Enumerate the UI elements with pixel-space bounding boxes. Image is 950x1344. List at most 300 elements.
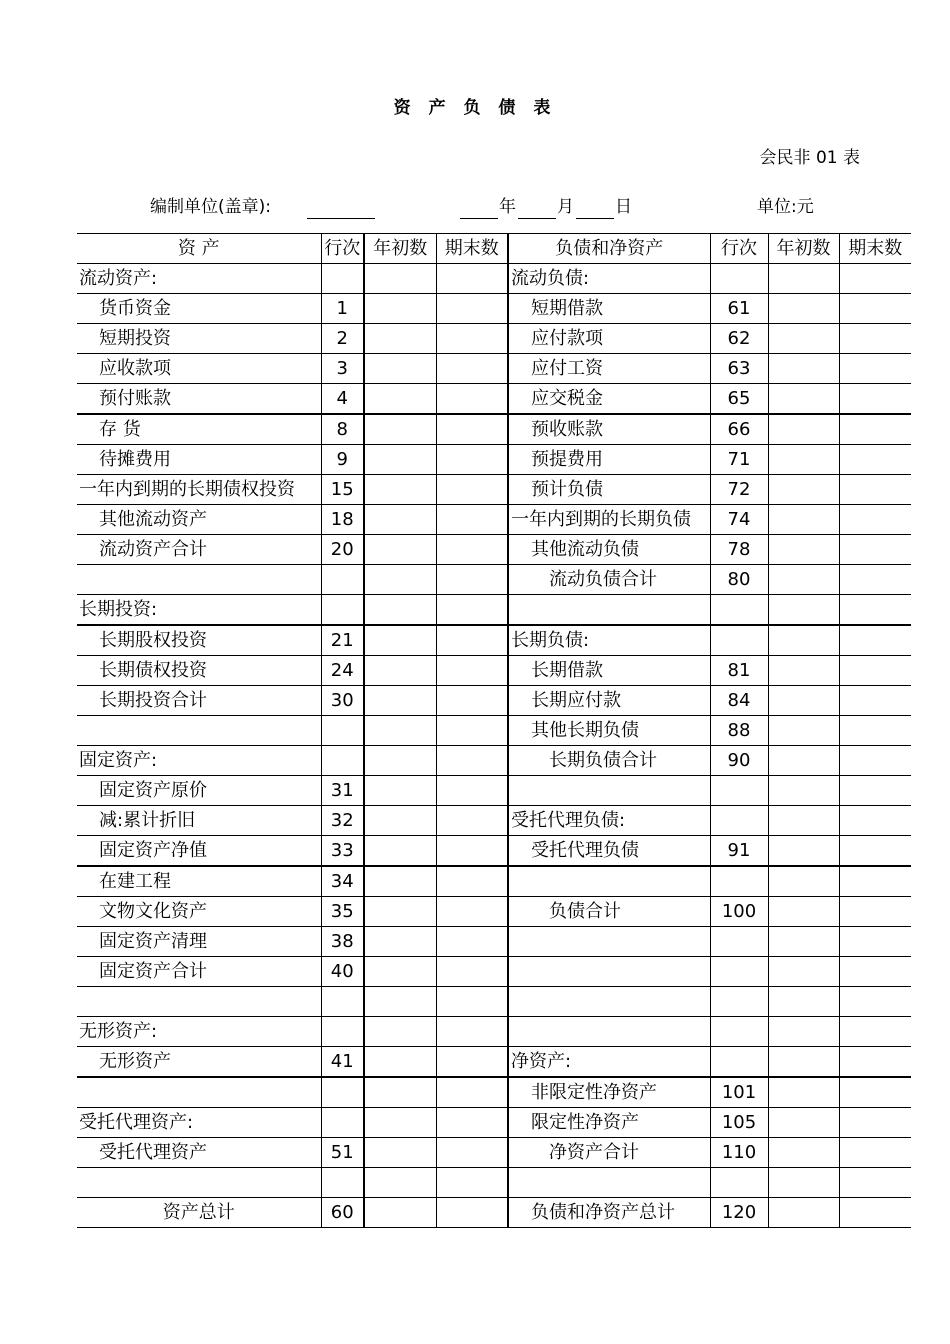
asset-row-no: 8 [321,414,364,445]
liability-row-no [710,595,768,626]
liability-row-no [710,806,768,836]
liability-row-no: 110 [710,1138,768,1168]
asset-end-cell[interactable] [436,1017,508,1047]
asset-end-cell[interactable] [436,625,508,656]
asset-item: 流动资产合计 [77,535,321,565]
asset-end-cell[interactable] [436,987,508,1017]
liability-end-cell[interactable] [839,686,911,716]
asset-begin-cell[interactable] [364,595,436,626]
asset-row-no: 33 [321,836,364,867]
asset-begin-cell[interactable] [364,414,436,445]
asset-end-cell[interactable] [436,565,508,595]
liability-row-no [710,1047,768,1078]
asset-begin-cell[interactable] [364,475,436,505]
asset-end-cell[interactable] [436,445,508,475]
liability-item [508,987,710,1017]
liability-end-cell[interactable] [839,414,911,445]
liability-end-cell[interactable] [839,987,911,1017]
liability-end-cell[interactable] [839,1017,911,1047]
liability-end-cell[interactable] [839,656,911,686]
asset-row-no [321,1077,364,1108]
liability-row-no: 72 [710,475,768,505]
asset-item: 固定资产合计 [77,957,321,987]
asset-item: 受托代理资产 [77,1138,321,1168]
liability-row-no: 120 [710,1198,768,1228]
asset-item: 预付账款 [77,384,321,415]
asset-begin-cell[interactable] [364,625,436,656]
asset-begin-cell[interactable] [364,836,436,867]
asset-end-cell[interactable] [436,264,508,294]
asset-begin-cell[interactable] [364,565,436,595]
liability-end-cell[interactable] [839,264,911,294]
liability-row-no: 84 [710,686,768,716]
asset-begin-cell[interactable] [364,897,436,927]
liability-item: 净资产合计 [508,1138,710,1168]
liability-row-no [710,625,768,656]
asset-begin-cell[interactable] [364,746,436,776]
liability-item: 预收账款 [508,414,710,445]
liability-item [508,866,710,897]
asset-row-no: 41 [321,1047,364,1078]
liability-item: 负债合计 [508,897,710,927]
day-label: 日 [615,197,632,217]
liability-item: 预提费用 [508,445,710,475]
asset-row-no: 35 [321,897,364,927]
asset-item: 长期股权投资 [77,625,321,656]
liability-row-no: 61 [710,294,768,324]
asset-end-cell[interactable] [436,475,508,505]
liability-row-no: 91 [710,836,768,867]
liability-end-cell[interactable] [839,927,911,957]
asset-item: 货币资金 [77,294,321,324]
liability-begin-cell[interactable] [768,776,839,806]
liability-end-cell[interactable] [839,625,911,656]
asset-item: 减:累计折旧 [77,806,321,836]
form-number: 会民非 01 表 [759,148,860,168]
asset-end-cell[interactable] [436,656,508,686]
asset-end-cell[interactable] [436,1138,508,1168]
liability-row-no [710,776,768,806]
asset-begin-cell[interactable] [364,656,436,686]
table-row [77,264,911,294]
liability-row-no: 62 [710,324,768,354]
liability-end-cell[interactable] [839,1168,911,1198]
table-row [77,1198,911,1228]
liability-begin-cell[interactable] [768,505,839,535]
liability-begin-cell[interactable] [768,746,839,776]
liability-row-no [710,927,768,957]
asset-item: 无形资产: [77,1017,321,1047]
header-liabilities: 负债和净资产 [508,234,710,264]
asset-row-no: 9 [321,445,364,475]
liability-item: 流动负债合计 [508,565,710,595]
asset-begin-cell[interactable] [364,866,436,897]
asset-row-no [321,565,364,595]
liability-end-cell[interactable] [839,445,911,475]
liability-begin-cell[interactable] [768,625,839,656]
liability-begin-cell[interactable] [768,1168,839,1198]
liability-row-no: 90 [710,746,768,776]
table-row [77,505,911,535]
table-row [77,414,911,445]
asset-row-no: 40 [321,957,364,987]
table-row [77,565,911,595]
preparing-unit-blank[interactable] [307,192,375,219]
liability-end-cell[interactable] [839,294,911,324]
asset-item: 固定资产净值 [77,836,321,867]
liability-row-no [710,1017,768,1047]
liability-begin-cell[interactable] [768,294,839,324]
liability-end-cell[interactable] [839,505,911,535]
asset-begin-cell[interactable] [364,1108,436,1138]
liability-item: 受托代理负债: [508,806,710,836]
asset-item: 其他流动资产 [77,505,321,535]
liability-end-cell[interactable] [839,806,911,836]
asset-item: 存 货 [77,414,321,445]
asset-end-cell[interactable] [436,957,508,987]
liability-begin-cell[interactable] [768,897,839,927]
table-row [77,656,911,686]
asset-item: 长期投资: [77,595,321,626]
liability-end-cell[interactable] [839,565,911,595]
asset-begin-cell[interactable] [364,1168,436,1198]
table-row [77,294,911,324]
table-row [77,686,911,716]
table-row [77,1108,911,1138]
asset-row-no: 60 [321,1198,364,1228]
table-row [77,836,911,867]
liability-row-no: 74 [710,505,768,535]
asset-row-no: 2 [321,324,364,354]
asset-begin-cell[interactable] [364,957,436,987]
asset-begin-cell[interactable] [364,1017,436,1047]
liability-begin-cell[interactable] [768,1047,839,1078]
liability-item: 流动负债: [508,264,710,294]
liability-begin-cell[interactable] [768,354,839,384]
asset-item [77,1077,321,1108]
asset-begin-cell[interactable] [364,1077,436,1108]
liability-item: 其他流动负债 [508,535,710,565]
liability-row-no: 81 [710,656,768,686]
liability-item: 长期应付款 [508,686,710,716]
header-assets: 资 产 [77,234,321,264]
liability-begin-cell[interactable] [768,716,839,746]
asset-end-cell[interactable] [436,1047,508,1078]
liability-item: 预计负债 [508,475,710,505]
header-begin: 年初数 [364,234,436,264]
asset-item: 应收款项 [77,354,321,384]
table-row [77,445,911,475]
liability-begin-cell[interactable] [768,414,839,445]
asset-end-cell[interactable] [436,716,508,746]
asset-row-no: 1 [321,294,364,324]
asset-row-no [321,716,364,746]
liability-end-cell[interactable] [839,535,911,565]
liability-item: 限定性净资产 [508,1108,710,1138]
liability-end-cell[interactable] [839,866,911,897]
liability-begin-cell[interactable] [768,806,839,836]
liability-begin-cell[interactable] [768,656,839,686]
liability-end-cell[interactable] [839,324,911,354]
liability-item [508,1168,710,1198]
header-end-2: 期末数 [839,234,911,264]
asset-end-cell[interactable] [436,294,508,324]
liability-item: 其他长期负债 [508,716,710,746]
asset-row-no: 3 [321,354,364,384]
asset-row-no [321,595,364,626]
year-label: 年 [499,197,516,217]
asset-begin-cell[interactable] [364,1047,436,1078]
asset-end-cell[interactable] [436,354,508,384]
liability-begin-cell[interactable] [768,475,839,505]
table-row [77,384,911,415]
asset-end-cell[interactable] [436,414,508,445]
liability-item: 长期借款 [508,656,710,686]
asset-item: 一年内到期的长期债权投资 [77,475,321,505]
liability-item: 应付工资 [508,354,710,384]
liability-begin-cell[interactable] [768,987,839,1017]
balance-sheet-table [77,233,911,1228]
asset-end-cell[interactable] [436,836,508,867]
liability-item: 应付款项 [508,324,710,354]
asset-row-no: 38 [321,927,364,957]
asset-begin-cell[interactable] [364,776,436,806]
asset-begin-cell[interactable] [364,927,436,957]
asset-row-no: 31 [321,776,364,806]
liability-row-no: 65 [710,384,768,415]
asset-end-cell[interactable] [436,1198,508,1228]
asset-item: 流动资产: [77,264,321,294]
table-row [77,595,911,626]
asset-begin-cell[interactable] [364,505,436,535]
table-row [77,897,911,927]
asset-end-cell[interactable] [436,505,508,535]
table-row [77,535,911,565]
month-label: 月 [557,197,574,217]
asset-item: 长期债权投资 [77,656,321,686]
liability-end-cell[interactable] [839,1198,911,1228]
asset-item: 长期投资合计 [77,686,321,716]
liability-begin-cell[interactable] [768,595,839,626]
liability-item: 短期借款 [508,294,710,324]
year-blank[interactable] [460,192,498,219]
liability-item: 净资产: [508,1047,710,1078]
table-row [77,987,911,1017]
asset-begin-cell[interactable] [364,445,436,475]
liability-row-no: 101 [710,1077,768,1108]
table-row [77,716,911,746]
table-row [77,324,911,354]
liability-end-cell[interactable] [839,746,911,776]
liability-begin-cell[interactable] [768,686,839,716]
liability-end-cell[interactable] [839,384,911,415]
liability-row-no: 78 [710,535,768,565]
asset-row-no: 21 [321,625,364,656]
table-row [77,1047,911,1078]
asset-row-no [321,1017,364,1047]
liability-item [508,776,710,806]
asset-row-no: 51 [321,1138,364,1168]
asset-end-cell[interactable] [436,866,508,897]
liability-begin-cell[interactable] [768,264,839,294]
asset-item: 文物文化资产 [77,897,321,927]
asset-end-cell[interactable] [436,806,508,836]
liability-begin-cell[interactable] [768,836,839,867]
liability-row-no [710,1168,768,1198]
liability-row-no: 63 [710,354,768,384]
table-row [77,1168,911,1198]
preparing-unit-label: 编制单位(盖章): [150,197,271,217]
asset-begin-cell[interactable] [364,294,436,324]
asset-end-cell[interactable] [436,776,508,806]
liability-begin-cell[interactable] [768,1108,839,1138]
asset-begin-cell[interactable] [364,686,436,716]
asset-begin-cell[interactable] [364,354,436,384]
asset-begin-cell[interactable] [364,324,436,354]
header-row-no-2: 行次 [710,234,768,264]
asset-end-cell[interactable] [436,686,508,716]
info-line [0,192,950,222]
liability-end-cell[interactable] [839,897,911,927]
liability-item: 受托代理负债 [508,836,710,867]
asset-begin-cell[interactable] [364,987,436,1017]
asset-begin-cell[interactable] [364,264,436,294]
asset-begin-cell[interactable] [364,806,436,836]
liability-begin-cell[interactable] [768,1198,839,1228]
asset-row-no [321,987,364,1017]
liability-item [508,927,710,957]
asset-begin-cell[interactable] [364,1138,436,1168]
liability-end-cell[interactable] [839,595,911,626]
table-row [77,1017,911,1047]
header-row-no: 行次 [321,234,364,264]
liability-item: 应交税金 [508,384,710,415]
table-row [77,866,911,897]
asset-item [77,987,321,1017]
liability-begin-cell[interactable] [768,535,839,565]
liability-item [508,595,710,626]
liability-item: 长期负债: [508,625,710,656]
table-row [77,776,911,806]
liability-begin-cell[interactable] [768,1077,839,1108]
asset-end-cell[interactable] [436,595,508,626]
asset-item [77,1168,321,1198]
asset-row-no: 30 [321,686,364,716]
liability-end-cell[interactable] [839,776,911,806]
liability-item [508,957,710,987]
liability-end-cell[interactable] [839,1138,911,1168]
asset-end-cell[interactable] [436,1077,508,1108]
asset-begin-cell[interactable] [364,716,436,746]
liability-end-cell[interactable] [839,836,911,867]
asset-row-no [321,746,364,776]
table-row [77,1138,911,1168]
liability-end-cell[interactable] [839,354,911,384]
asset-end-cell[interactable] [436,535,508,565]
month-blank[interactable] [518,192,556,219]
liability-end-cell[interactable] [839,475,911,505]
asset-row-no: 4 [321,384,364,415]
asset-end-cell[interactable] [436,324,508,354]
liability-row-no [710,264,768,294]
liability-begin-cell[interactable] [768,384,839,415]
asset-end-cell[interactable] [436,1108,508,1138]
table-row [77,927,911,957]
asset-row-no: 32 [321,806,364,836]
header-begin-2: 年初数 [768,234,839,264]
liability-row-no [710,987,768,1017]
liability-item: 非限定性净资产 [508,1077,710,1108]
table-header-row [77,234,911,264]
table-row [77,746,911,776]
liability-begin-cell[interactable] [768,445,839,475]
asset-end-cell[interactable] [436,897,508,927]
liability-row-no: 80 [710,565,768,595]
liability-begin-cell[interactable] [768,565,839,595]
asset-row-no [321,1168,364,1198]
liability-end-cell[interactable] [839,1077,911,1108]
table-row [77,475,911,505]
liability-row-no: 71 [710,445,768,475]
liability-begin-cell[interactable] [768,957,839,987]
liability-row-no: 105 [710,1108,768,1138]
asset-begin-cell[interactable] [364,1198,436,1228]
liability-item: 一年内到期的长期负债 [508,505,710,535]
liability-begin-cell[interactable] [768,866,839,897]
asset-end-cell[interactable] [436,927,508,957]
asset-item: 待摊费用 [77,445,321,475]
liability-begin-cell[interactable] [768,1138,839,1168]
asset-row-no: 15 [321,475,364,505]
asset-row-no: 34 [321,866,364,897]
asset-item [77,716,321,746]
asset-row-no [321,264,364,294]
asset-row-no: 20 [321,535,364,565]
asset-item: 在建工程 [77,866,321,897]
liability-item: 负债和净资产总计 [508,1198,710,1228]
page-title: 资 产 负 债 表 [393,98,557,118]
liability-row-no [710,866,768,897]
liability-row-no: 88 [710,716,768,746]
liability-end-cell[interactable] [839,1108,911,1138]
liability-begin-cell[interactable] [768,324,839,354]
asset-row-no: 18 [321,505,364,535]
table-row [77,1077,911,1108]
asset-begin-cell[interactable] [364,384,436,415]
asset-end-cell[interactable] [436,1168,508,1198]
day-blank[interactable] [576,192,614,219]
table-row [77,806,911,836]
asset-item [77,565,321,595]
asset-end-cell[interactable] [436,384,508,415]
table-row [77,625,911,656]
liability-begin-cell[interactable] [768,927,839,957]
currency-unit: 单位:元 [757,197,814,217]
liability-end-cell[interactable] [839,1047,911,1078]
liability-begin-cell[interactable] [768,1017,839,1047]
liability-end-cell[interactable] [839,716,911,746]
asset-item: 短期投资 [77,324,321,354]
liability-end-cell[interactable] [839,957,911,987]
asset-item: 固定资产清理 [77,927,321,957]
asset-end-cell[interactable] [436,746,508,776]
liability-row-no: 100 [710,897,768,927]
asset-row-no [321,1108,364,1138]
liability-row-no: 66 [710,414,768,445]
asset-item: 资产总计 [77,1198,321,1228]
liability-item: 长期负债合计 [508,746,710,776]
asset-begin-cell[interactable] [364,535,436,565]
